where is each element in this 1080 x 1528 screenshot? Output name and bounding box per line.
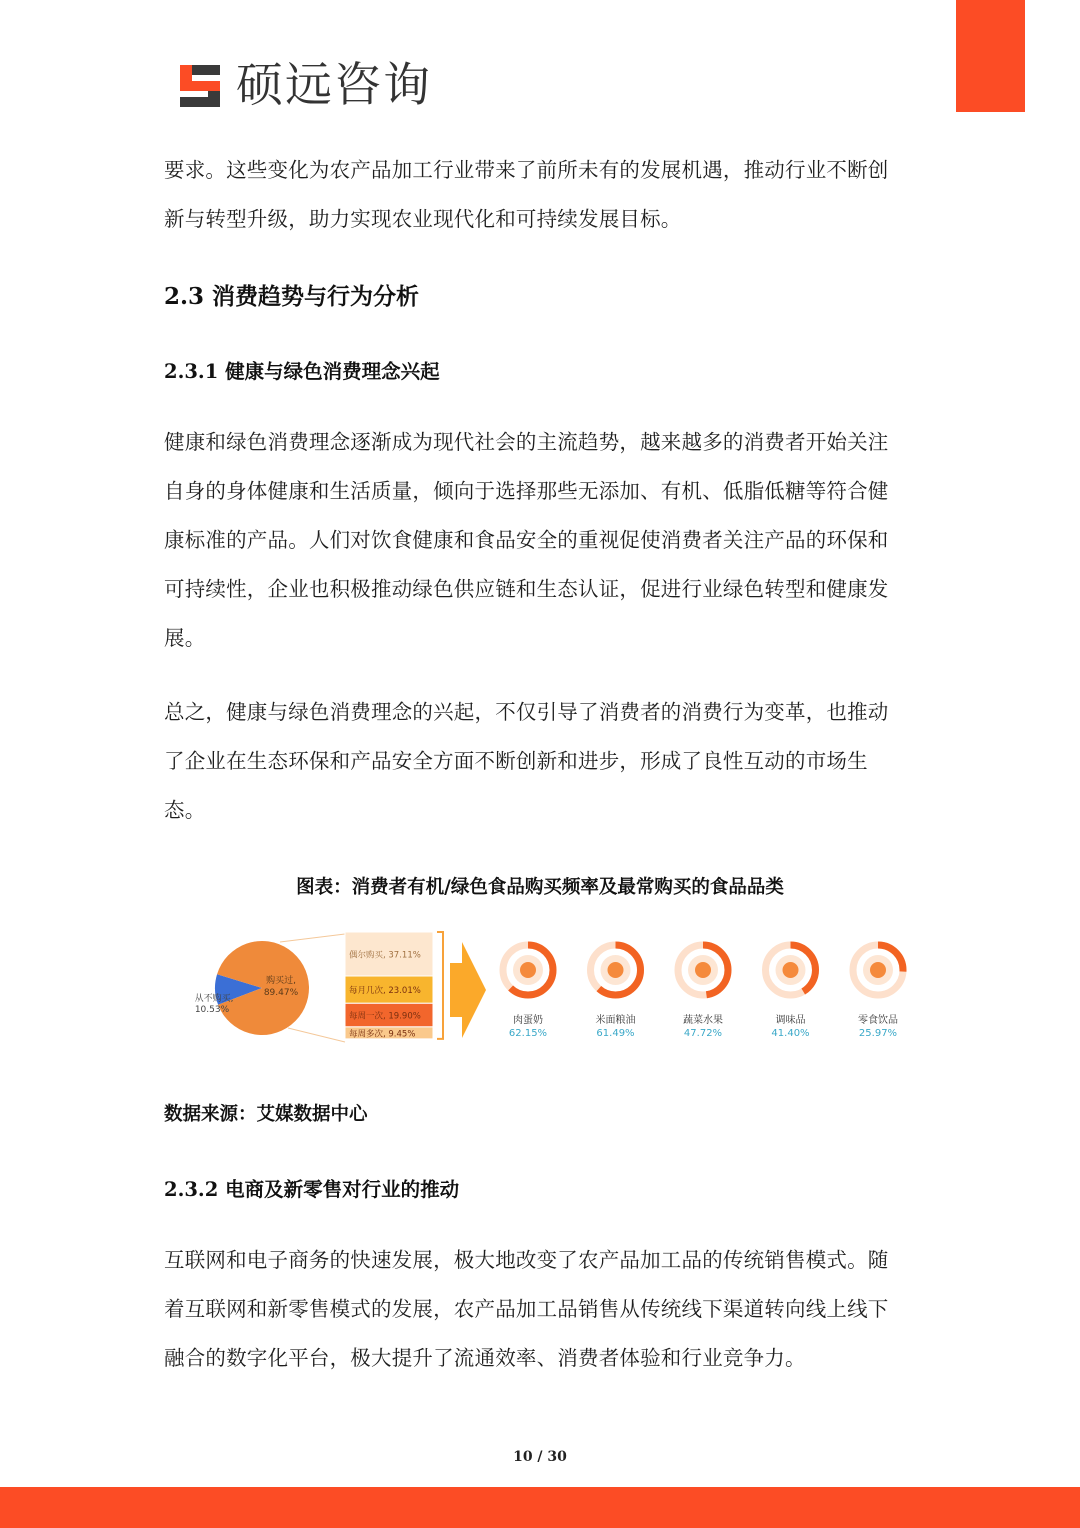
frequency-bar-label-4: 每周多次, 9.45% xyxy=(349,1029,416,1040)
consumption-chart xyxy=(188,928,918,1053)
carrot-icon-glyph xyxy=(695,962,711,978)
pie-label-never-value: 10.53% xyxy=(194,1005,230,1015)
snack-icon-glyph xyxy=(870,962,886,978)
category-value-2: 61.49% xyxy=(596,1028,635,1039)
frequency-bar-label-3: 每周一次, 19.90% xyxy=(349,1011,421,1022)
data-source: 数据来源：艾媒数据中心 xyxy=(164,1104,368,1125)
condiment-icon-glyph xyxy=(783,962,799,978)
category-value-5: 25.97% xyxy=(858,1028,898,1039)
rice-bowl-icon-glyph xyxy=(608,962,624,978)
brand-name: 硕远咨询 xyxy=(236,58,432,113)
paragraph-health-trend: 健康和绿色消费理念逐渐成为现代社会的主流趋势，越来越多的消费者开始关注自身的身体健康和生活质量，倾向于选择那些无添加、有机、低脂低糖等符合健康标准的产品。人们对饮食健康和食品安全的重视促使消费者关注产品的环保和可持续性，企业也积极推动绿色供应链和生态认证，促进行业绿色转型和健康发展。 xyxy=(164,430,889,650)
paragraph-intro: 要求。这些变化为农产品加工行业带来了前所未有的发展机遇，推动行业不断创新与转型升级，助力实现农业现代化和可持续发展目标。 xyxy=(164,158,889,231)
consumption-chart-svg xyxy=(188,928,918,1053)
subsection-heading-2-3-2: 2.3.2 电商及新零售对行业的推动 xyxy=(164,1178,460,1201)
category-value-4: 41.40% xyxy=(771,1028,810,1039)
subsection-heading-2-3-1: 2.3.1 健康与绿色消费理念兴起 xyxy=(164,360,440,383)
category-name-4: 调味品 xyxy=(775,1015,806,1026)
category-name-2: 米面粮油 xyxy=(595,1015,636,1026)
frequency-bar-label-1: 偶尔购买, 37.11% xyxy=(349,950,421,961)
pie-label-never-name: 从不购买, xyxy=(194,994,234,1004)
category-value-1: 62.15% xyxy=(508,1028,548,1039)
chart-caption: 图表：消费者有机/绿色食品购买频率及最常购买的食品品类 xyxy=(296,877,784,898)
section-heading-2-3: 2.3 消费趋势与行为分析 xyxy=(164,283,420,310)
corner-accent-block xyxy=(956,0,1025,112)
category-value-3: 47.72% xyxy=(683,1028,723,1039)
meat-icon-glyph xyxy=(520,962,536,978)
footer-accent-bar xyxy=(0,1487,1080,1528)
logo-mark-icon xyxy=(176,61,226,111)
frequency-bracket xyxy=(437,932,443,1039)
frequency-bar-label-2: 每月几次, 23.01% xyxy=(349,986,421,997)
pie-label-bought-value: 89.47% xyxy=(263,988,299,998)
page-number: 10 / 30 xyxy=(513,1449,567,1465)
brand-logo xyxy=(176,58,432,114)
paragraph-health-summary: 总之，健康与绿色消费理念的兴起，不仅引导了消费者的消费行为变革，也推动了企业在生态环保和产品安全方面不断创新和进步，形成了良性互动的市场生态。 xyxy=(164,700,889,822)
pie-connector-top xyxy=(280,934,345,942)
flow-arrow xyxy=(450,942,486,1038)
pie-connector-bottom xyxy=(288,1028,345,1042)
category-name-1: 肉蛋奶 xyxy=(513,1015,543,1026)
category-name-3: 蔬菜水果 xyxy=(683,1015,723,1026)
paragraph-ecommerce: 互联网和电子商务的快速发展，极大地改变了农产品加工品的传统销售模式。随着互联网和新零售模式的发展，农产品加工品销售从传统线下渠道转向线上线下融合的数字化平台，极大提升了流通效率、消费者体验和行业竞争力。 xyxy=(164,1248,889,1370)
category-name-5: 零食饮品 xyxy=(858,1015,898,1026)
pie-label-bought-name: 购买过, xyxy=(266,976,296,986)
